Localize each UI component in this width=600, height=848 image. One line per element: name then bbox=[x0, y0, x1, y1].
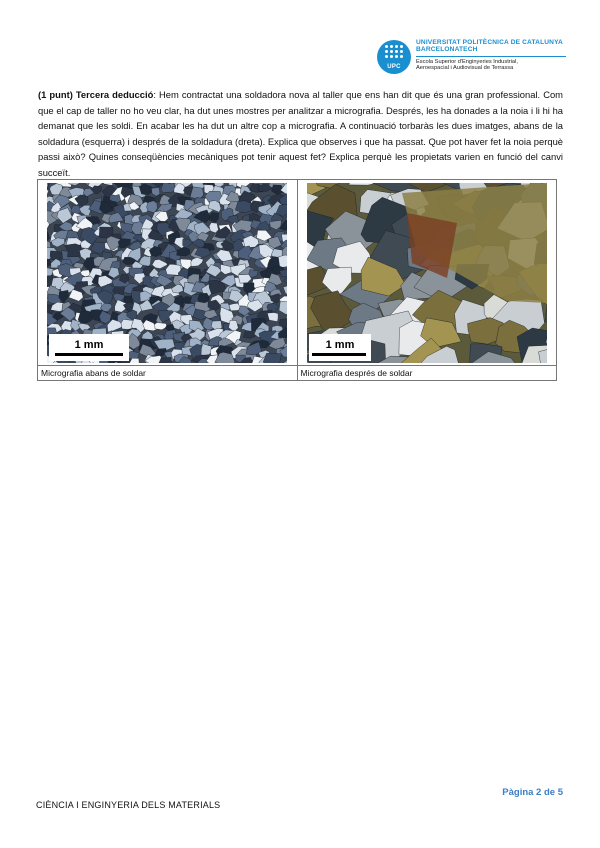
course-footer: CIÈNCIA I ENGINYERIA DELS MATERIALS bbox=[36, 800, 221, 810]
scale-bar-label-after: 1 mm bbox=[325, 339, 355, 351]
scale-bar bbox=[55, 353, 123, 356]
question-paragraph bbox=[38, 87, 563, 181]
page-number: Pàgina 2 de 5 bbox=[502, 787, 563, 798]
caption-before: Micrografia abans de soldar bbox=[38, 366, 298, 381]
micrograph-after-cell bbox=[297, 180, 557, 366]
logo-divider bbox=[416, 56, 566, 57]
caption-after: Micrografia després de soldar bbox=[297, 366, 557, 381]
scale-bar-label-before: 1 mm bbox=[74, 339, 104, 351]
upc-logo-icon bbox=[377, 40, 411, 74]
micrograph-before-cell bbox=[38, 180, 298, 366]
logo-abbrev: UPC bbox=[387, 64, 401, 70]
scale-bar bbox=[312, 353, 366, 356]
question-title: Tercera deducció bbox=[75, 89, 154, 100]
school-name-line2: Aeroespacial i Audiovisual de Terrassa bbox=[416, 64, 514, 71]
question-body: : Hem contractat una soldadora nova al taller que ens han dit que és una gran professional. Com que el cap de taller no ho veu clar, ha dut unes mostres per analitzar a micrografia. Després, les ha donades a la noia i li hi ha demanat que les soldi. En acabar les ha dut un altre cop a micrografia. A continuació torbaràs les dues imatges, abans de la soldadura (esquerra) i després de la soldadura (dreta). Explica que observes i que ha passat. Que pot haver fet la noia perquè passi això? Quines conseqüències mecàniques pot tenir aquest fet? Explica perquè les propietats varien en funció del canvi succeït. bbox=[38, 89, 563, 178]
logo-text bbox=[416, 40, 566, 71]
micrograph-after bbox=[307, 183, 547, 363]
university-subtitle: BARCELONATECH bbox=[416, 45, 478, 53]
upc-logo bbox=[377, 40, 566, 74]
question-points: (1 punt) bbox=[38, 89, 73, 100]
school-name-line1: Escola Superior d'Enginyeries Industrial, bbox=[416, 58, 518, 65]
micrograph-table bbox=[37, 179, 557, 381]
university-name: UNIVERSITAT POLITÈCNICA DE CATALUNYA bbox=[416, 39, 563, 46]
micrograph-before bbox=[47, 183, 287, 363]
